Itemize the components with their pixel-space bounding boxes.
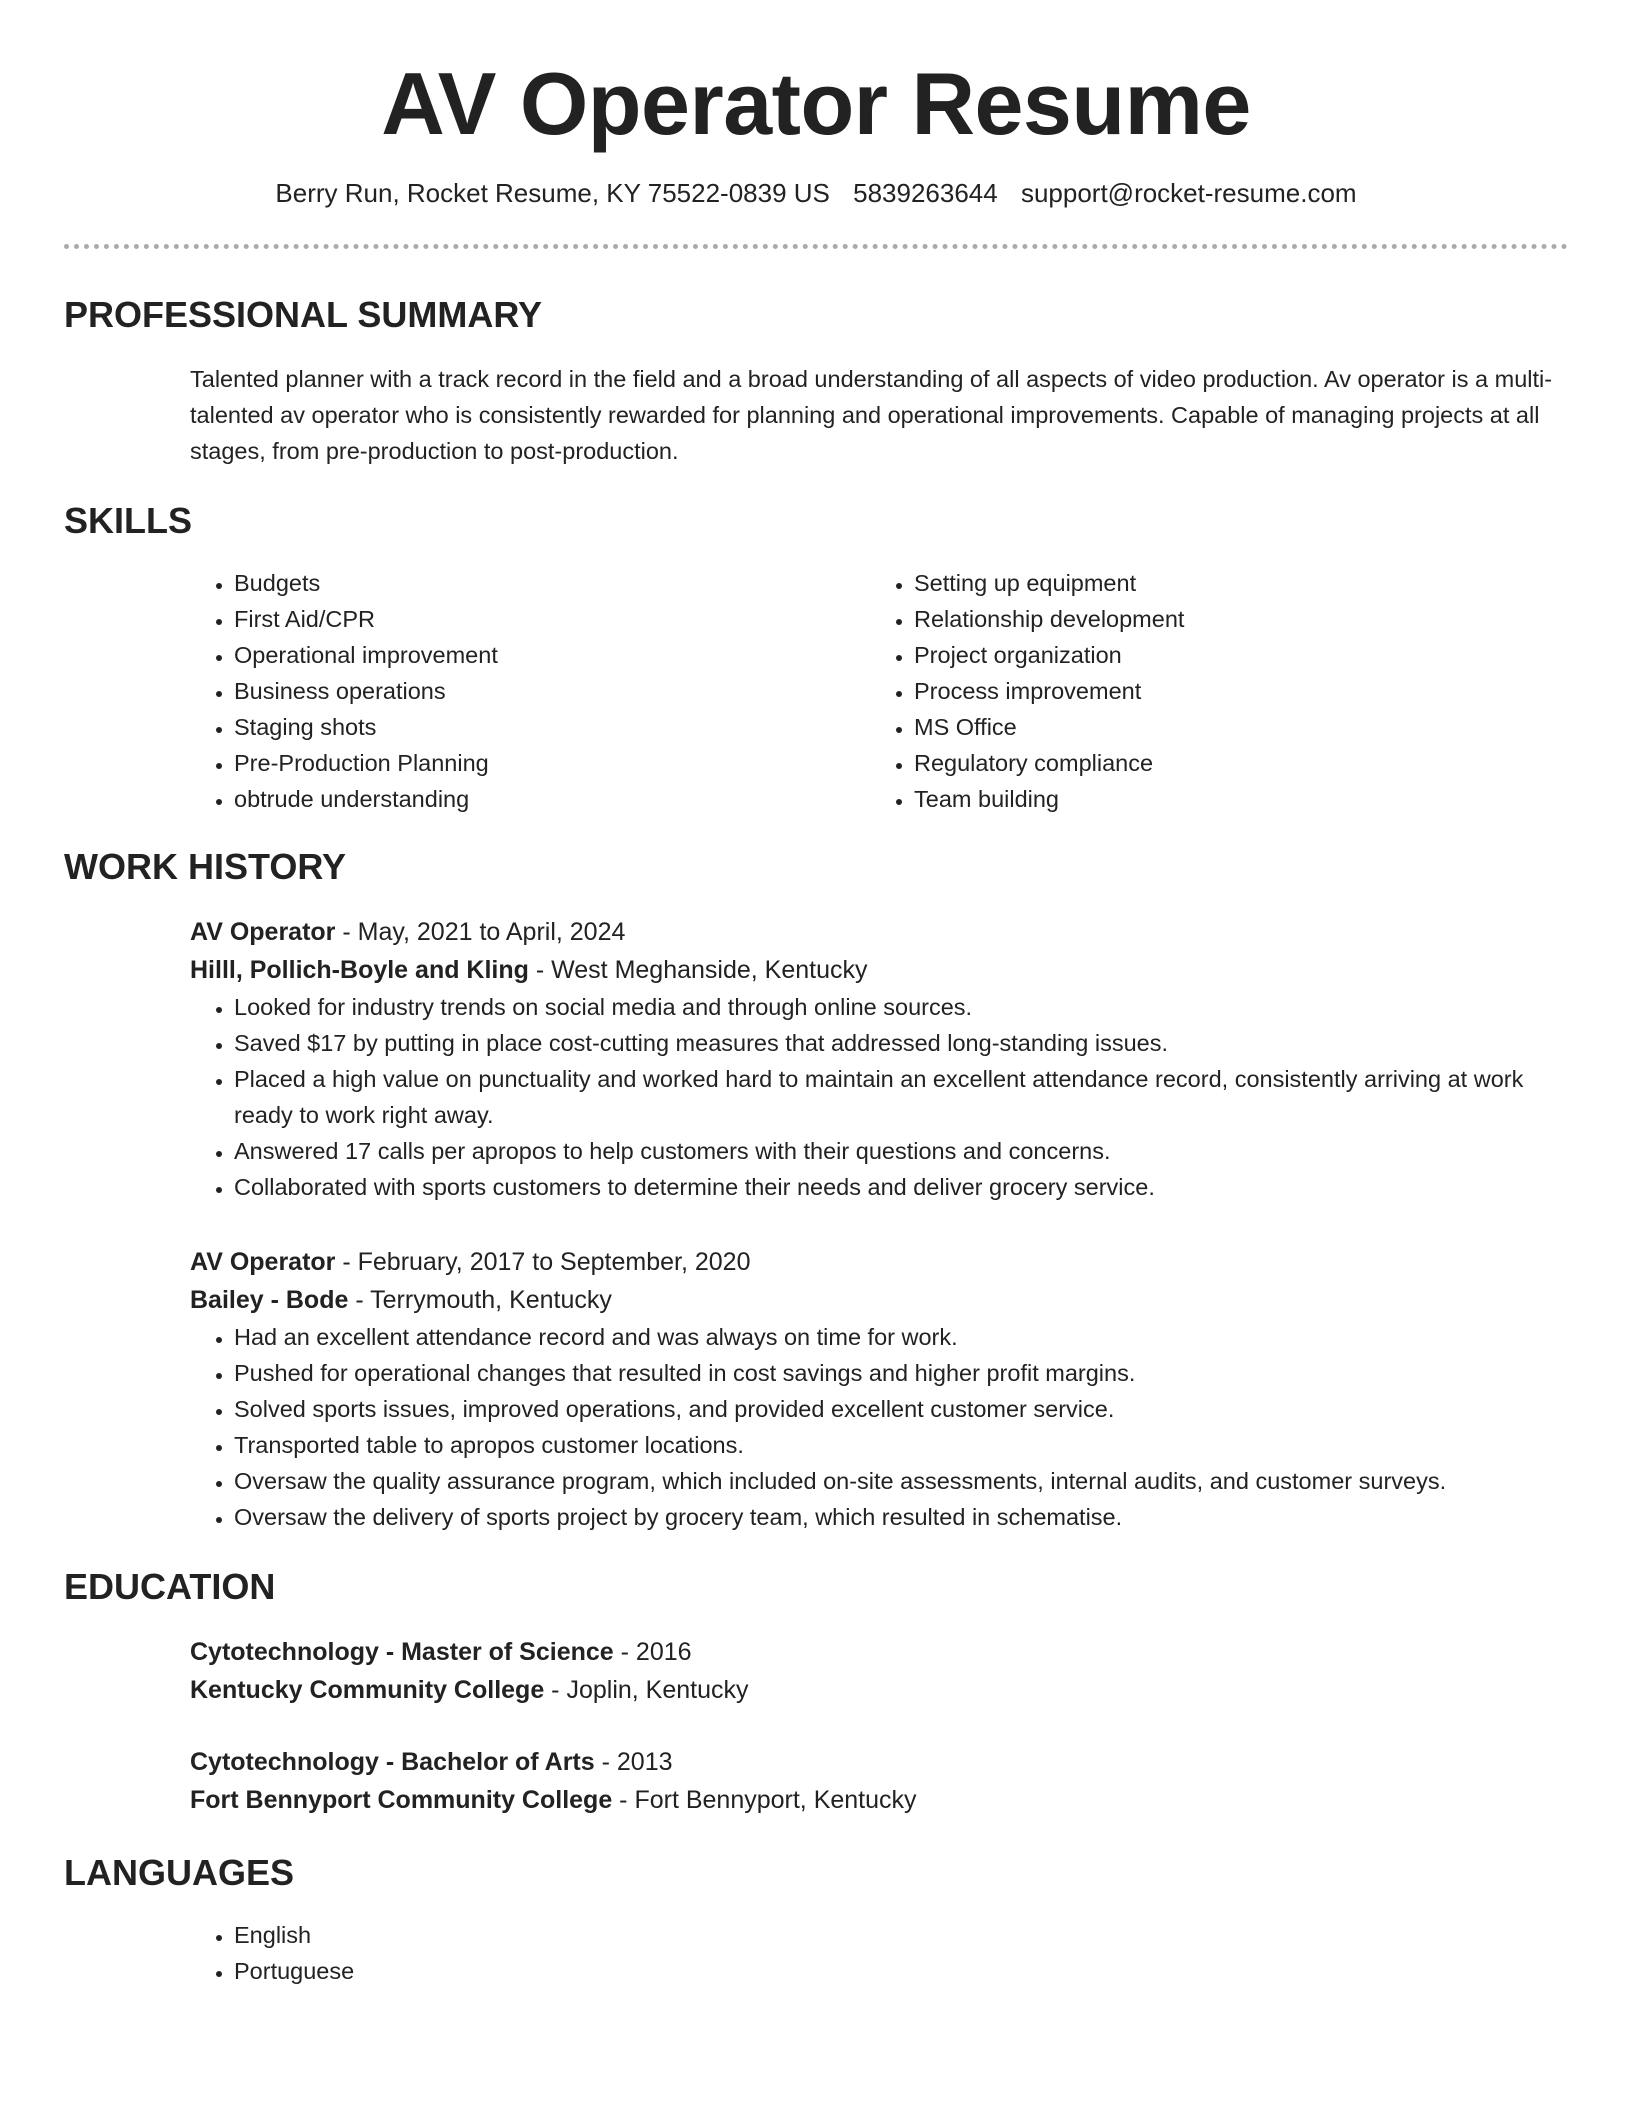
company-location: - Terrymouth, Kentucky (348, 1286, 612, 1314)
summary-text: Talented planner with a track record in the field and a broad understanding of all aspects of video production. Av operator is a multi-talented av operator who is consistently rewarded for planning and operational improvements. Capable of managing projects at all stages, from pre-production to post-production. (190, 366, 1553, 464)
languages-block (190, 1917, 1568, 1989)
contact-line (64, 176, 1568, 210)
education-entry (190, 1633, 1568, 1709)
job-duties-list (190, 989, 1568, 1205)
skill-item: • Operational improvement (234, 637, 870, 673)
job-duty: • Collaborated with sports customers to determine their needs and deliver grocery service. (234, 1169, 1568, 1205)
job-duty: • Answered 17 calls per apropos to help customers with their questions and concerns. (234, 1133, 1568, 1169)
skill-item: • Team building (914, 781, 1550, 817)
education-entry (190, 1743, 1568, 1819)
skill-item: • First Aid/CPR (234, 601, 870, 637)
language-item: • English (234, 1917, 1568, 1953)
skills-list-left (190, 565, 870, 817)
resume-page (64, 0, 1568, 1989)
degree-name: Cytotechnology - Master of Science (190, 1638, 614, 1666)
job-duty: • Pushed for operational changes that resulted in cost savings and higher profit margins. (234, 1355, 1568, 1391)
job-duties-list (190, 1319, 1568, 1535)
degree-year: - 2013 (594, 1748, 673, 1776)
skill-item: • Process improvement (914, 673, 1550, 709)
school-location: - Fort Bennyport, Kentucky (612, 1786, 917, 1814)
languages-heading: LANGUAGES (64, 1852, 295, 1893)
job-duty: • Transported table to apropos customer locations. (234, 1427, 1568, 1463)
resume-title: AV Operator Resume (381, 54, 1251, 153)
school-name: Kentucky Community College (190, 1676, 545, 1704)
skills-list-right (870, 565, 1550, 817)
job-entry (190, 913, 1568, 1205)
job-title-line (190, 1243, 1568, 1281)
contact-email: support@rocket-resume.com (1020, 178, 1357, 208)
school-name: Fort Bennyport Community College (190, 1786, 613, 1814)
skills-heading: SKILLS (64, 500, 193, 541)
job-duty: • Oversaw the quality assurance program, which included on-site assessments, internal audits, and customer surveys. (234, 1463, 1568, 1499)
degree-line (190, 1633, 1568, 1671)
company-line (190, 951, 1568, 989)
skill-item: • Pre-Production Planning (234, 745, 870, 781)
job-title: AV Operator (190, 918, 336, 946)
skills-column-left (190, 565, 870, 817)
job-title: AV Operator (190, 1248, 336, 1276)
skill-item: • MS Office (914, 709, 1550, 745)
degree-line (190, 1743, 1568, 1781)
job-duty: • Looked for industry trends on social media and through online sources. (234, 989, 1568, 1025)
degree-year: - 2016 (613, 1638, 692, 1666)
school-line (190, 1781, 1568, 1819)
job-duty: • Oversaw the delivery of sports project by grocery team, which resulted in schematise. (234, 1499, 1568, 1535)
skill-item: • Business operations (234, 673, 870, 709)
skill-item: • obtrude understanding (234, 781, 870, 817)
language-item: • Portuguese (234, 1953, 1568, 1989)
header-divider (64, 244, 1568, 249)
skill-item: • Budgets (234, 565, 870, 601)
job-title-line (190, 913, 1568, 951)
skills-grid (190, 565, 1568, 817)
skill-item: • Relationship development (914, 601, 1550, 637)
job-dates: - May, 2021 to April, 2024 (335, 918, 626, 946)
contact-phone: 5839263644 (853, 178, 998, 208)
job-duty: • Placed a high value on punctuality and worked hard to maintain an excellent attendance record, consistently arriving at work ready to work right away. (234, 1061, 1568, 1133)
summary-heading: PROFESSIONAL SUMMARY (64, 294, 543, 335)
job-duty: • Saved $17 by putting in place cost-cutting measures that addressed long-standing issues. (234, 1025, 1568, 1061)
school-location: - Joplin, Kentucky (544, 1676, 749, 1704)
job-duty: • Solved sports issues, improved operations, and provided excellent customer service. (234, 1391, 1568, 1427)
contact-address: Berry Run, Rocket Resume, KY 75522-0839 US (275, 178, 830, 208)
job-duty: • Had an excellent attendance record and was always on time for work. (234, 1319, 1568, 1355)
languages-list (190, 1917, 1568, 1989)
skill-item: • Project organization (914, 637, 1550, 673)
skill-item: • Regulatory compliance (914, 745, 1550, 781)
skill-item: • Setting up equipment (914, 565, 1550, 601)
company-name: Bailey - Bode (190, 1286, 349, 1314)
degree-name: Cytotechnology - Bachelor of Arts (190, 1748, 595, 1776)
company-location: - West Meghanside, Kentucky (528, 956, 868, 984)
company-line (190, 1281, 1568, 1319)
skill-item: • Staging shots (234, 709, 870, 745)
education-heading: EDUCATION (64, 1566, 276, 1607)
work-history-heading: WORK HISTORY (64, 846, 347, 887)
job-dates: - February, 2017 to September, 2020 (335, 1248, 751, 1276)
school-line (190, 1671, 1568, 1709)
company-name: Hilll, Pollich-Boyle and Kling (190, 956, 529, 984)
skills-column-right (870, 565, 1550, 817)
job-entry (190, 1243, 1568, 1535)
